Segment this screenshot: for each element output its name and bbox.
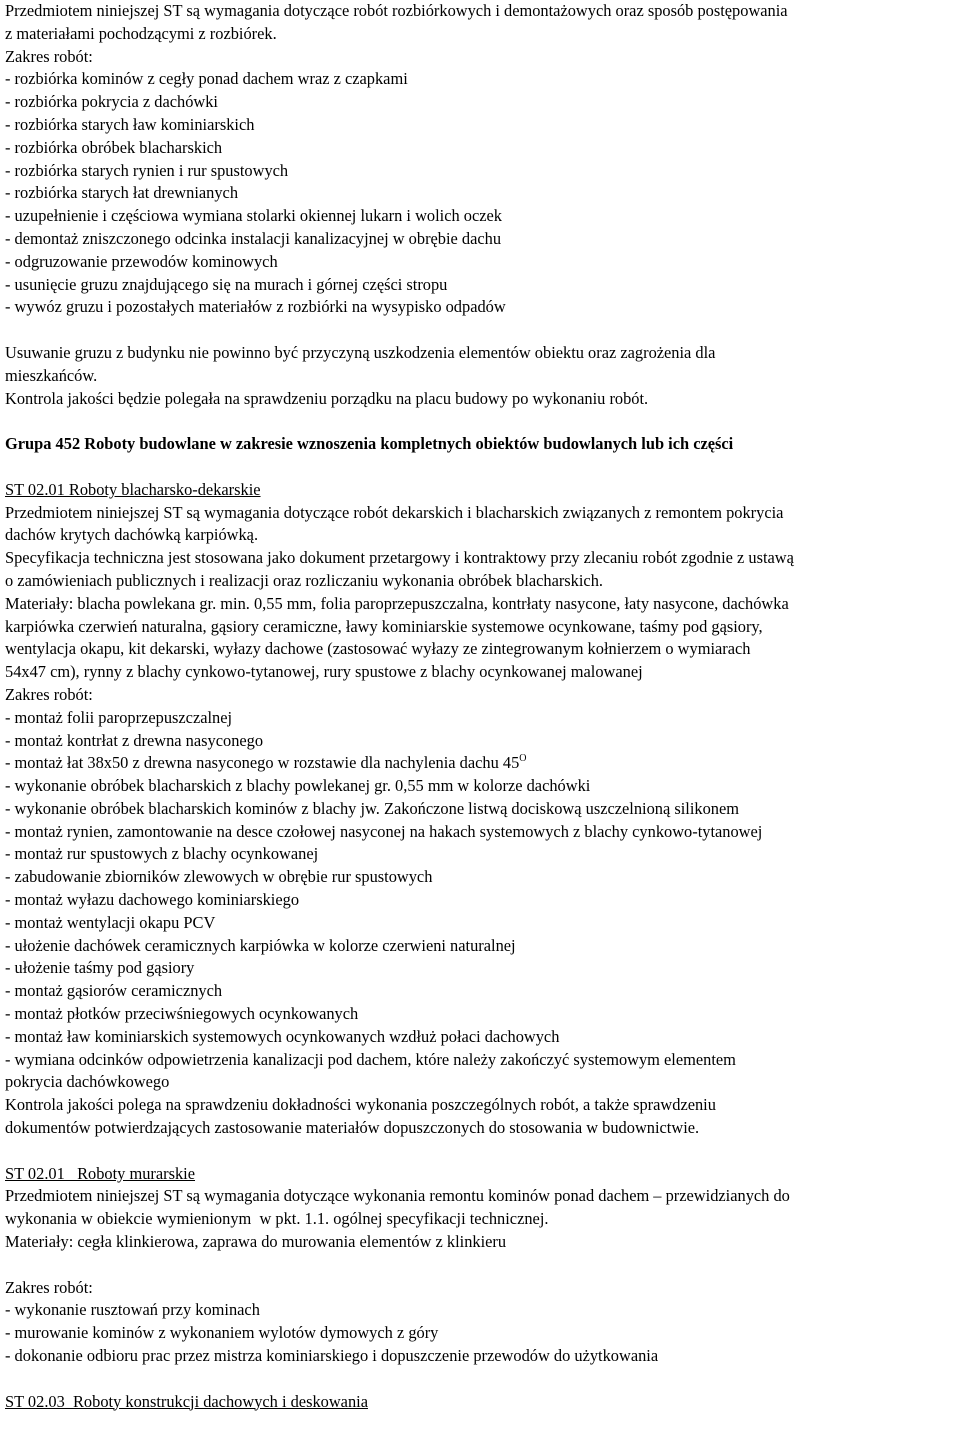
list-item: - wymiana odcinków odpowietrzenia kanalizacji pod dachem, które należy zakończyć systemowym elementem [5, 1049, 736, 1069]
paragraph-line: mieszkańców. [5, 365, 98, 385]
list-item: - rozbiórka starych łat drewnianych [5, 183, 239, 203]
paragraph-line: Usuwanie gruzu z budynku nie powinno być przyczyną uszkodzenia elementów obiektu oraz zagrożenia dla [5, 342, 716, 362]
list-item: - odgruzowanie przewodów kominowych [5, 251, 278, 271]
list-item: pokrycia dachówkowego [5, 1072, 170, 1092]
paragraph-line: Specyfikacja techniczna jest stosowana jako dokument przetargowy i kontraktowy przy zlecaniu robót zgodnie z ustawą [5, 548, 794, 568]
paragraph-line: o zamówieniach publicznych i realizacji oraz rozliczaniu wykonania obróbek blacharskich. [5, 570, 603, 590]
list-item: - demontaż zniszczonego odcinka instalacji kanalizacyjnej w obrębie dachu [5, 228, 502, 248]
materials-line: Materiały: blacha powlekana gr. min. 0,55 mm, folia paroprzepuszczalna, kontrłaty nasycone, łaty nasycone, dachówka [5, 593, 789, 613]
paragraph-line: wykonania w obiekcie wymienionym w pkt. 1.1. ogólnej specyfikacji technicznej. [5, 1209, 549, 1229]
list-item: - montaż wentylacji okapu PCV [5, 912, 216, 932]
materials-line: wentylacja okapu, kit dekarski, wyłazy dachowe (zastosować wyłazy ze zintegrowanym kołnierzem o wymiarach [5, 639, 751, 659]
list-item: - wykonanie obróbek blacharskich kominów z blachy jw. Zakończone listwą dociskową uszczelnioną silikonem [5, 798, 740, 818]
materials-line: 54x47 cm), rynny z blachy cynkowo-tytanowej, rury spustowe z blachy ocynkowanej malowanej [5, 662, 643, 682]
list-item: - rozbiórka pokrycia z dachówki [5, 92, 218, 112]
list-item: - rozbiórka kominów z cegły ponad dachem wraz z czapkami [5, 69, 408, 89]
list-item [5, 752, 960, 775]
quality-control-text: Kontrola jakości będzie polegała na sprawdzeniu porządku na placu budowy po wykonaniu robót. [5, 388, 649, 408]
section-title-text: ST 02.01 Roboty blacharsko-dekarskie [5, 479, 261, 499]
paragraph-line: dachów krytych dachówką karpiówką. [5, 525, 259, 545]
paragraph-line: dokumentów potwierdzających zastosowanie materiałów dopuszczonych do stosowania w budownictwie. [5, 1118, 700, 1138]
list-item: - wykonanie rusztowań przy kominach [5, 1300, 260, 1320]
list-item: - ułożenie dachówek ceramicznych karpiówka w kolorze czerwieni naturalnej [5, 935, 516, 955]
list-item: - wykonanie obróbek blacharskich z blachy powlekanej gr. 0,55 mm w kolorze dachówki [5, 776, 591, 796]
scope-label: Zakres robót: [5, 1277, 93, 1297]
list-item: - uzupełnienie i częściowa wymiana stolarki okiennej lukarn i wolich oczek [5, 206, 503, 226]
intro-line: Przedmiotem niniejszej ST są wymagania dotyczące robót rozbiórkowych i demontażowych oraz sposób postępowania [5, 1, 788, 20]
list-item: - montaż rynien, zamontowanie na desce czołowej nasyconej na hakach systemowych z blachy cynkowo-tytanowej [5, 821, 763, 841]
list-item: - zabudowanie zbiorników zlewowych w obrębie rur spustowych [5, 867, 433, 887]
group-heading: Grupa 452 Roboty budowlane w zakresie wznoszenia kompletnych obiektów budowlanych lub ich części [5, 434, 734, 454]
section-title-roofing [5, 479, 960, 502]
paragraph-line: Kontrola jakości polega na sprawdzeniu dokładności wykonania poszczególnych robót, a także sprawdzeniu [5, 1095, 716, 1115]
section-title-text: ST 02.01 Roboty murarskie [5, 1163, 196, 1183]
spacer [5, 1254, 960, 1277]
section-title-text: ST 02.03 Roboty konstrukcji dachowych i deskowania [5, 1391, 368, 1411]
section-title-masonry [5, 1163, 960, 1186]
scope-label: Zakres robót: [5, 46, 93, 66]
list-item-text: - montaż łat 38x50 z drewna nasyconego w rozstawie dla nachylenia dachu 45 [5, 753, 520, 773]
list-item: - montaż płotków przeciwśniegowych ocynkowanych [5, 1004, 359, 1024]
scope-label: Zakres robót: [5, 684, 93, 704]
list-item: - montaż wyłazu dachowego kominiarskiego [5, 890, 300, 910]
list-item: - murowanie kominów z wykonaniem wylotów dymowych z góry [5, 1323, 439, 1343]
degree-superscript: O [519, 753, 527, 765]
list-item: - rozbiórka starych ław kominiarskich [5, 114, 255, 134]
materials-line: Materiały: cegła klinkierowa, zaprawa do murowania elementów z klinkieru [5, 1232, 507, 1252]
list-item: - montaż kontrłat z drewna nasyconego [5, 730, 264, 750]
list-item: - montaż ław kominiarskich systemowych ocynkowanych wzdłuż połaci dachowych [5, 1026, 560, 1046]
list-item: - usunięcie gruzu znajdującego się na murach i górnej części stropu [5, 274, 448, 294]
paragraph-line: Przedmiotem niniejszej ST są wymagania dotyczące robót dekarskich i blacharskich związanych z remontem pokrycia [5, 502, 784, 522]
list-item: - montaż gąsiorów ceramicznych [5, 981, 223, 1001]
paragraph-line: Przedmiotem niniejszej ST są wymagania dotyczące wykonania remontu kominów ponad dachem – przewidzianych do [5, 1186, 790, 1206]
spacer [5, 1140, 960, 1163]
spacer [5, 456, 960, 479]
list-item: - dokonanie odbioru prac przez mistrza kominiarskiego i dopuszczenie przewodów do użytkowania [5, 1346, 659, 1366]
list-item: - montaż rur spustowych z blachy ocynkowanej [5, 844, 319, 864]
list-item: - rozbiórka starych rynien i rur spustowych [5, 160, 289, 180]
document-page [5, 0, 960, 1413]
intro-line: z materiałami pochodzącymi z rozbiórek. [5, 23, 277, 43]
spacer [5, 1368, 960, 1391]
materials-line: karpiówka czerwień naturalna, gąsiory ceramiczne, ławy kominiarskie systemowe ocynkowane, taśmy pod gąsiory, [5, 616, 763, 636]
list-item: - rozbiórka obróbek blacharskich [5, 137, 223, 157]
spacer [5, 319, 960, 342]
spacer [5, 410, 960, 433]
list-item: - wywóz gruzu i pozostałych materiałów z rozbiórki na wysypisko odpadów [5, 297, 506, 317]
section-title-roof-structures [5, 1391, 960, 1414]
list-item: - ułożenie taśmy pod gąsiory [5, 958, 195, 978]
list-item: - montaż folii paroprzepuszczalnej [5, 707, 233, 727]
